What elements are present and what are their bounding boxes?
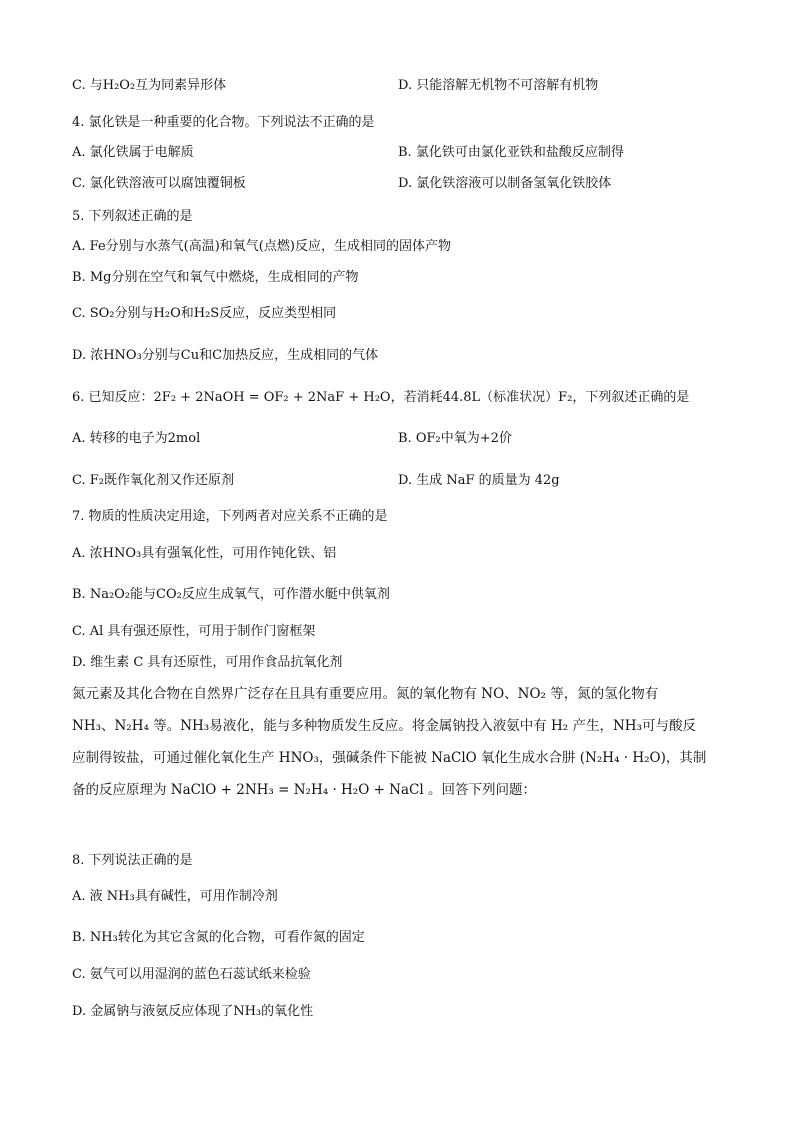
question-7: 7. 物质的性质决定用途，下列两者对应关系不正确的是 <box>72 509 388 524</box>
option-8c: C. 氨气可以用湿润的蓝色石蕊试纸来检验 <box>72 967 311 982</box>
question-5: 5. 下列叙述正确的是 <box>72 209 193 224</box>
question-4: 4. 氯化铁是一种重要的化合物。下列说法不正确的是 <box>72 115 375 130</box>
option-6d: D. 生成 NaF 的质量为 42g <box>398 473 560 488</box>
passage-line-3: 应制得铵盐，可通过催化氧化生产 HNO₃，强碱条件下能被 NaClO 氧化生成水合肼 (N₂H₄ · H₂O)，其制 <box>72 750 707 766</box>
passage-line-2: NH₃、N₂H₄ 等。NH₃易液化，能与多种物质发生反应。将金属钠投入液氨中有 H₂ 产生，NH₃可与酸反 <box>72 718 696 734</box>
option-5c: C. SO₂分别与H₂O和H₂S反应，反应类型相同 <box>72 306 337 321</box>
reading-passage <box>72 678 722 806</box>
option-6a: A. 转移的电子为2mol <box>72 431 201 446</box>
passage-line-4: 备的反应原理为 NaClO + 2NH₃ = N₂H₄ · H₂O + NaCl 。回答下列问题： <box>72 782 536 798</box>
option-7d: D. 维生素 C 具有还原性，可用作食品抗氧化剂 <box>72 655 343 670</box>
option-4d: D. 氯化铁溶液可以制备氢氧化铁胶体 <box>398 176 612 191</box>
question-8: 8. 下列说法正确的是 <box>72 853 193 868</box>
option-3c: C. 与H₂O₂互为同素异形体 <box>72 78 227 93</box>
option-4b: B. 氯化铁可由氯化亚铁和盐酸反应制得 <box>398 145 624 160</box>
option-8b: B. NH₃转化为其它含氮的化合物，可看作氮的固定 <box>72 930 365 945</box>
option-4c: C. 氯化铁溶液可以腐蚀覆铜板 <box>72 176 246 191</box>
option-6b: B. OF₂中氧为+2价 <box>398 431 512 446</box>
option-7a: A. 浓HNO₃具有强氧化性，可用作钝化铁、铝 <box>72 546 337 561</box>
option-5d: D. 浓HNO₃分别与Cu和C加热反应，生成相同的气体 <box>72 348 379 363</box>
option-8a: A. 液 NH₃具有碱性，可用作制冷剂 <box>72 889 278 904</box>
option-7c: C. Al 具有强还原性，可用于制作门窗框架 <box>72 624 316 639</box>
question-6: 6. 已知反应：2F₂ + 2NaOH = OF₂ + 2NaF + H₂O，若消耗44.8L（标准状况）F₂，下列叙述正确的是 <box>72 390 690 405</box>
option-5a: A. Fe分别与水蒸气(高温)和氧气(点燃)反应，生成相同的固体产物 <box>72 239 451 254</box>
option-7b: B. Na₂O₂能与CO₂反应生成氧气，可作潜水艇中供氧剂 <box>72 587 390 602</box>
option-8d: D. 金属钠与液氨反应体现了NH₃的氧化性 <box>72 1004 314 1019</box>
option-3d: D. 只能溶解无机物不可溶解有机物 <box>398 78 599 93</box>
option-4a: A. 氯化铁属于电解质 <box>72 145 194 160</box>
option-5b: B. Mg分别在空气和氧气中燃烧，生成相同的产物 <box>72 270 359 285</box>
option-6c: C. F₂既作氧化剂又作还原剂 <box>72 473 234 488</box>
passage-line-1: 氮元素及其化合物在自然界广泛存在且具有重要应用。氮的氧化物有 NO、NO₂ 等，氮的氢化物有 <box>72 686 659 702</box>
